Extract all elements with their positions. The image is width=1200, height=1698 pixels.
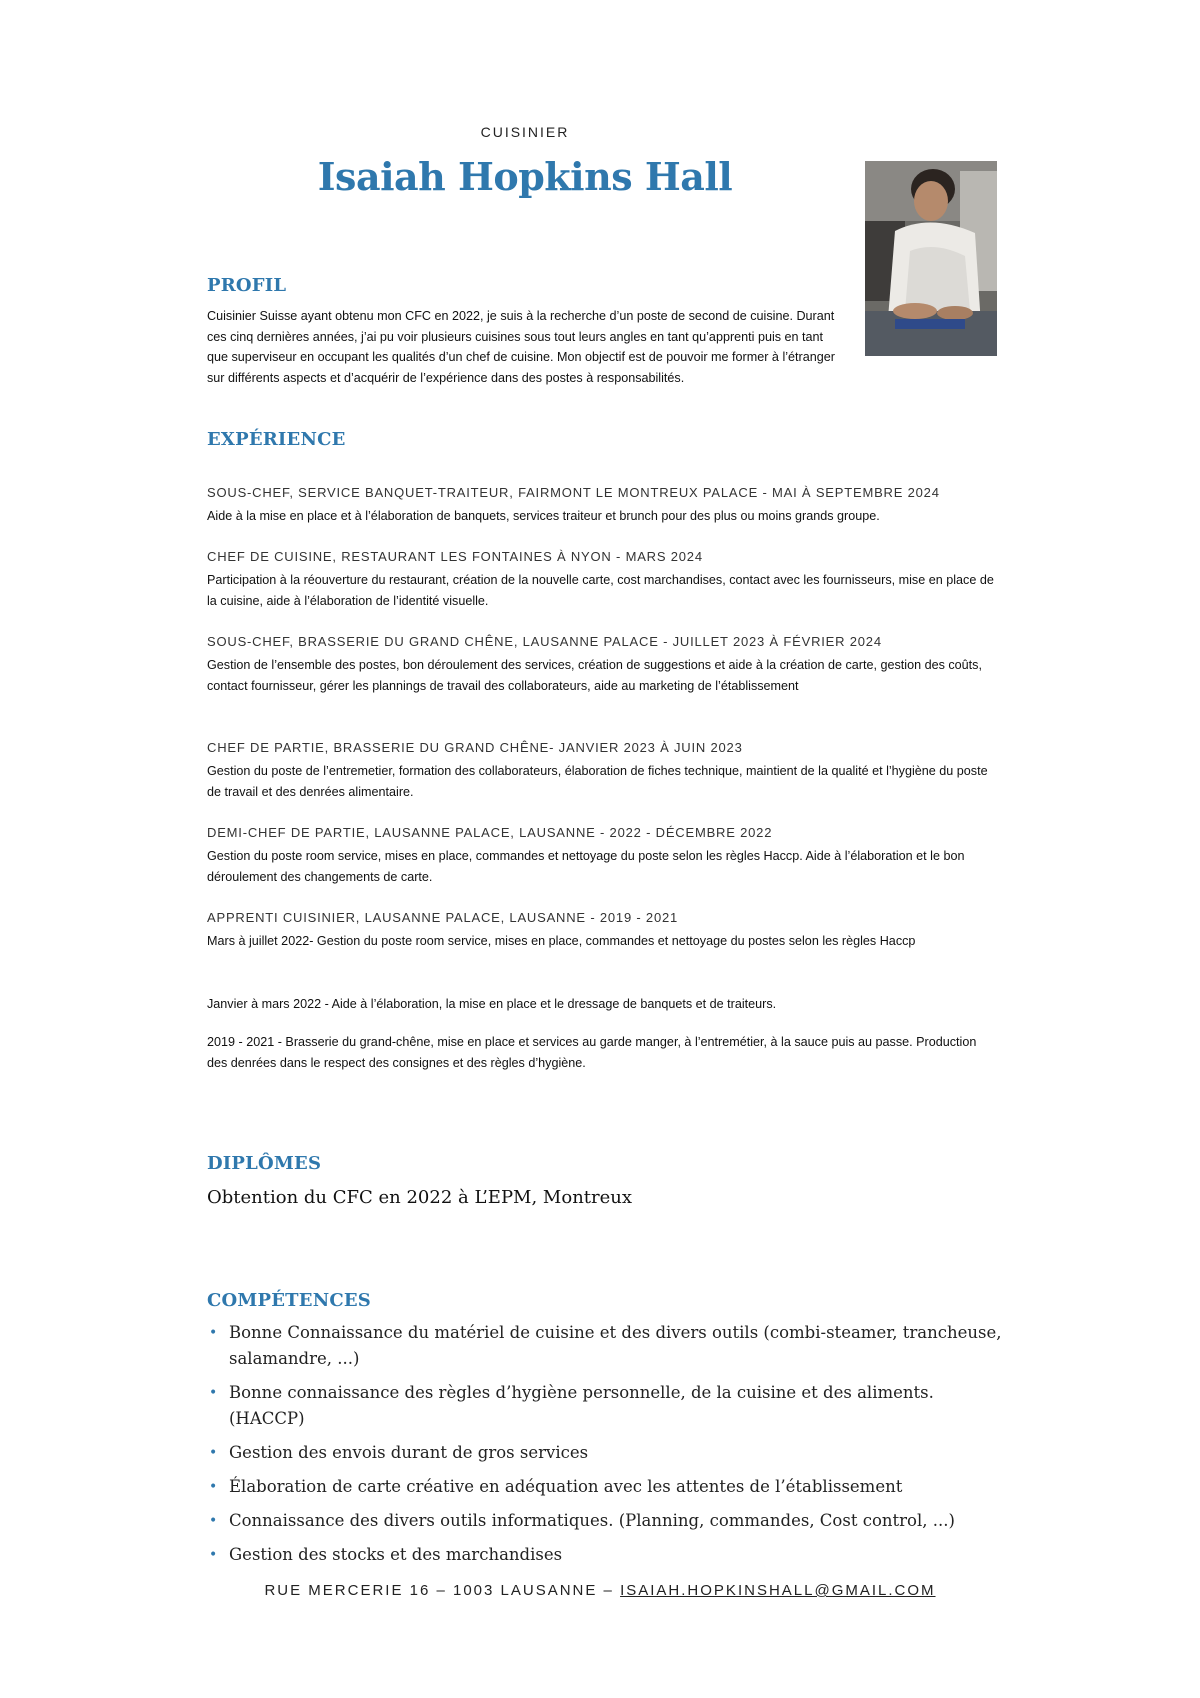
bullet-icon: • xyxy=(209,1385,218,1401)
skill-text: Bonne connaissance des règles d’hygiène personnelle, de la cuisine et des aliments. (HACCP) xyxy=(229,1383,934,1428)
address-text: RUE MERCERIE 16 – 1003 LAUSANNE – xyxy=(264,1582,621,1599)
profile-section-title: PROFIL xyxy=(207,275,287,296)
experience-extra-note: Janvier à mars 2022 - Aide à l’élaboration, la mise en place et le dressage de banquets et de traiteurs. xyxy=(207,997,777,1011)
experience-description: Aide à la mise en place et à l’élaboration de banquets, services traiteur et brunch pour des plus ou moins grands groupe. xyxy=(207,509,880,523)
experience-description: Gestion de l’ensemble des postes, bon déroulement des services, création de suggestions et aide à la création de carte, gestion des coûts, contact fournisseur, gérer les plannings de travail des collaborateurs, aide au marketing de l’établissement xyxy=(207,658,982,693)
chef-portrait-photo xyxy=(865,161,997,356)
list-item xyxy=(207,1542,1007,1568)
profile-text: Cuisinier Suisse ayant obtenu mon CFC en 2022, je suis à la recherche d’un poste de second de cuisine. Durant ces cinq dernières années, j’ai pu voir plusieurs cuisines sous tout leurs angles en tant qu’apprenti puis en tant que superviseur en occupant les qualités d’un chef de cuisine. Mon objectif est de pouvoir me former à l’étranger sur différents aspects et d’acquérir de l’expérience dans des postes à responsabilités. xyxy=(207,309,835,385)
experience-item xyxy=(207,485,997,527)
list-item xyxy=(207,1440,1007,1466)
footer-contact xyxy=(0,1582,1200,1599)
experience-heading: SOUS-CHEF, SERVICE BANQUET-TRAITEUR, FAIRMONT LE MONTREUX PALACE - MAI À SEPTEMBRE 2024 xyxy=(207,485,940,500)
experience-item xyxy=(207,740,997,802)
skill-text: Connaissance des divers outils informatiques. (Planning, commandes, Cost control, ...) xyxy=(229,1511,955,1530)
skills-list xyxy=(207,1320,1007,1576)
bullet-icon: • xyxy=(209,1445,218,1461)
experience-heading: SOUS-CHEF, BRASSERIE DU GRAND CHÊNE, LAUSANNE PALACE - JUILLET 2023 À FÉVRIER 2024 xyxy=(207,634,882,649)
experience-heading: APPRENTI CUISINIER, LAUSANNE PALACE, LAUSANNE - 2019 - 2021 xyxy=(207,910,679,925)
job-title: CUISINIER xyxy=(480,124,570,140)
skill-text: Bonne Connaissance du matériel de cuisine et des divers outils (combi-steamer, trancheuse, salamandre, ...) xyxy=(229,1323,1002,1368)
bullet-icon: • xyxy=(209,1547,218,1563)
diplomas-section-title: DIPLÔMES xyxy=(207,1153,322,1174)
bullet-icon: • xyxy=(209,1513,218,1529)
bullet-icon: • xyxy=(209,1479,218,1495)
skill-text: Gestion des envois durant de gros services xyxy=(229,1443,589,1462)
experience-item xyxy=(207,549,997,611)
list-item xyxy=(207,1474,1007,1500)
experience-section-title: EXPÉRIENCE xyxy=(207,429,346,450)
experience-heading: CHEF DE CUISINE, RESTAURANT LES FONTAINES À NYON - MARS 2024 xyxy=(207,549,703,564)
experience-heading: CHEF DE PARTIE, BRASSERIE DU GRAND CHÊNE- JANVIER 2023 À JUIN 2023 xyxy=(207,740,743,755)
experience-description: Participation à la réouverture du restaurant, création de la nouvelle carte, cost marchandises, contact avec les fournisseurs, mise en place de la cuisine, aide à l’élaboration de l’identité visuelle. xyxy=(207,573,994,608)
diploma-text: Obtention du CFC en 2022 à L’EPM, Montreux xyxy=(207,1187,633,1208)
experience-description: Gestion du poste room service, mises en place, commandes et nettoyage du poste selon les règles Haccp. Aide à l’élaboration et le bon déroulement des changements de carte. xyxy=(207,849,965,884)
experience-description: Mars à juillet 2022- Gestion du poste room service, mises en place, commandes et nettoyage du postes selon les règles Haccp xyxy=(207,934,916,948)
experience-extra-note: 2019 - 2021 - Brasserie du grand-chêne, mise en place et services au garde manger, à l’entremétier, à la sauce puis au passe. Production des denrées dans le respect des consignes et des règles d’hygiène. xyxy=(207,1035,977,1070)
experience-description: Gestion du poste de l’entremetier, formation des collaborateurs, élaboration de fiches technique, maintient de la qualité et l’hygiène du poste de travail et des denrées alimentaire. xyxy=(207,764,988,799)
candidate-name: Isaiah Hopkins Hall xyxy=(317,154,733,199)
experience-item xyxy=(207,634,997,696)
list-item xyxy=(207,1508,1007,1534)
bullet-icon: • xyxy=(209,1325,218,1341)
email-link[interactable]: ISAIAH.HOPKINSHALL@GMAIL.COM xyxy=(620,1582,936,1599)
experience-heading: DEMI-CHEF DE PARTIE, LAUSANNE PALACE, LAUSANNE - 2022 - DÉCEMBRE 2022 xyxy=(207,825,773,840)
skill-text: Gestion des stocks et des marchandises xyxy=(229,1545,563,1564)
skill-text: Élaboration de carte créative en adéquation avec les attentes de l’établissement xyxy=(229,1477,903,1496)
list-item xyxy=(207,1380,1007,1432)
experience-item xyxy=(207,910,997,952)
experience-item xyxy=(207,825,997,887)
list-item xyxy=(207,1320,1007,1372)
skills-section-title: COMPÉTENCES xyxy=(207,1290,371,1311)
